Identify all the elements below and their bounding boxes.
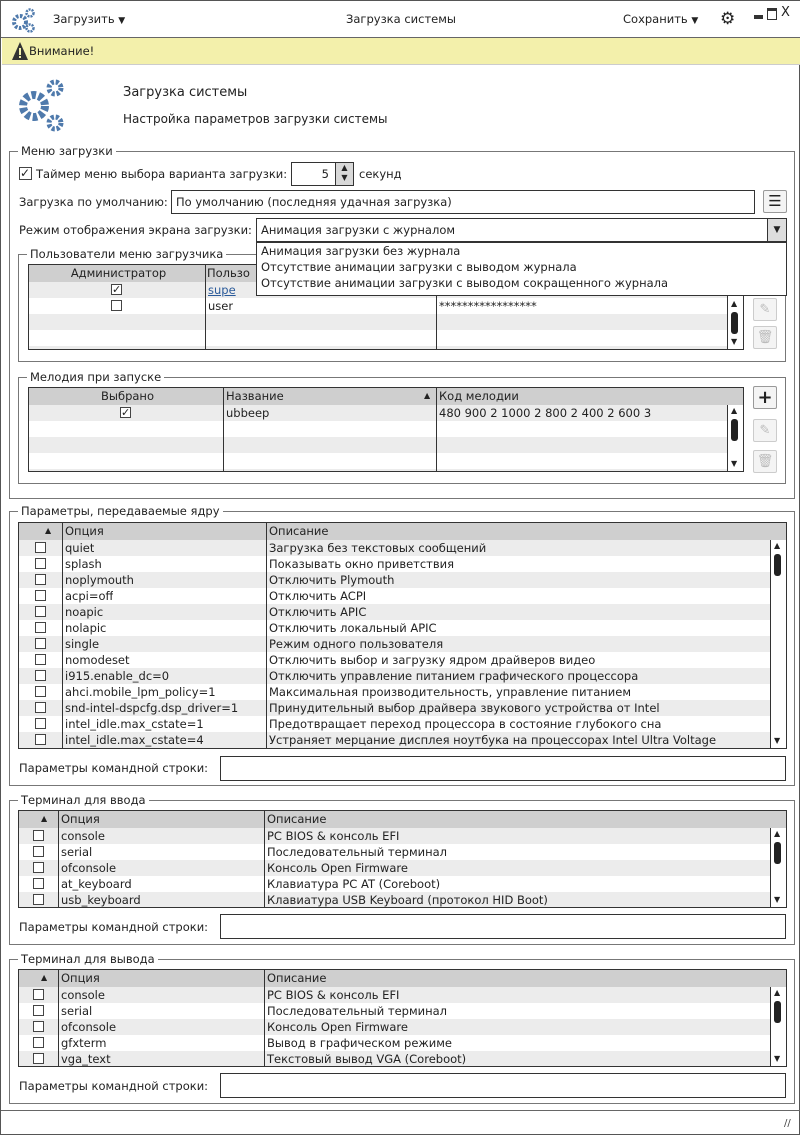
- table-row[interactable]: [19, 652, 770, 668]
- save-menu[interactable]: [623, 12, 698, 26]
- description-cell: Текстовый вывод VGA (Coreboot): [267, 1052, 467, 1066]
- scrollbar-thumb[interactable]: [774, 1001, 781, 1023]
- option-cell: ofconsole: [61, 1020, 117, 1034]
- footer-divider: [1, 1110, 800, 1111]
- checkbox[interactable]: [120, 407, 131, 418]
- sort-asc-icon[interactable]: ▲: [41, 814, 48, 823]
- option-cell: single: [65, 637, 100, 651]
- timer-spinbox[interactable]: 5: [291, 162, 354, 186]
- page-title: Загрузка системы: [123, 85, 248, 100]
- checkbox[interactable]: [33, 878, 44, 889]
- table-row[interactable]: [29, 298, 727, 314]
- option-cell: quiet: [65, 541, 95, 555]
- kernel-params-table: [18, 522, 787, 749]
- checkbox[interactable]: [33, 1037, 44, 1048]
- table-row[interactable]: [19, 620, 770, 636]
- scroll-up-icon[interactable]: ▲: [731, 406, 738, 415]
- group-legend: Терминал для вывода: [18, 952, 158, 966]
- checkbox[interactable]: [111, 300, 122, 311]
- description-cell: Показывать окно приветствия: [269, 557, 455, 571]
- option-cell: ahci.mobile_lpm_policy=1: [65, 685, 216, 699]
- option-cell: splash: [65, 557, 102, 571]
- edit-icon[interactable]: ✎: [753, 298, 777, 321]
- table-row[interactable]: [29, 314, 727, 330]
- scrollbar-thumb[interactable]: [731, 312, 738, 334]
- scroll-down-icon[interactable]: ▼: [774, 895, 781, 904]
- sort-asc-icon[interactable]: ▲: [41, 973, 48, 982]
- column-header-description[interactable]: Описание: [267, 971, 327, 985]
- option-cell: vga_text: [61, 1052, 111, 1066]
- table-row[interactable]: [19, 572, 770, 588]
- option-cell: nolapic: [65, 621, 107, 635]
- option-cell: noapic: [65, 605, 104, 619]
- option-cell: i915.enable_dc=0: [65, 669, 170, 683]
- terminal-input-table: [18, 810, 787, 908]
- table-row[interactable]: [19, 1019, 770, 1035]
- warning-text: Внимание!: [29, 44, 95, 58]
- column-header-option[interactable]: Опция: [65, 524, 104, 538]
- description-cell: Отключить ACPI: [269, 589, 367, 603]
- checkbox[interactable]: [33, 1021, 44, 1032]
- description-cell: Максимальная производительность, управление питанием: [269, 685, 632, 699]
- table-row[interactable]: [19, 732, 770, 748]
- scrollbar[interactable]: [770, 828, 785, 907]
- scrollbar[interactable]: [727, 405, 742, 471]
- checkbox[interactable]: [35, 574, 46, 585]
- column-divider: [436, 388, 437, 471]
- table-row[interactable]: [19, 1051, 770, 1067]
- scrollbar[interactable]: [770, 540, 785, 748]
- table-row[interactable]: [19, 987, 770, 1003]
- checkbox[interactable]: [35, 718, 46, 729]
- checkbox[interactable]: [35, 622, 46, 633]
- default-boot-label: Загрузка по умолчанию:: [19, 195, 168, 209]
- description-cell: PC BIOS & консоль EFI: [267, 829, 400, 843]
- gears-icon: [10, 7, 36, 33]
- checkbox[interactable]: [35, 606, 46, 617]
- checkbox[interactable]: [33, 830, 44, 841]
- group-legend: Меню загрузки: [18, 144, 116, 158]
- column-divider: [266, 523, 267, 748]
- table-row[interactable]: [19, 588, 770, 604]
- option-cell: acpi=off: [65, 589, 114, 603]
- kernel-cmdline-input[interactable]: [220, 756, 786, 781]
- table-row[interactable]: [29, 346, 727, 350]
- option-cell: console: [61, 829, 105, 843]
- password-cell: *****************: [439, 299, 537, 313]
- timer-label: Таймер меню выбора варианта загрузки:: [36, 167, 288, 181]
- checkbox[interactable]: [35, 558, 46, 569]
- terminal-output-cmdline-input[interactable]: [220, 1073, 786, 1098]
- description-cell: Консоль Open Firmware: [267, 861, 408, 875]
- group-legend: Мелодия при запуске: [27, 370, 164, 384]
- add-icon[interactable]: +: [753, 386, 777, 409]
- sort-asc-icon[interactable]: ▲: [45, 526, 52, 535]
- column-header-description[interactable]: Описание: [267, 812, 327, 826]
- option-cell: intel_idle.max_cstate=1: [65, 717, 204, 731]
- column-divider: [223, 388, 224, 471]
- scrollbar[interactable]: [770, 987, 785, 1066]
- scroll-up-icon[interactable]: ▲: [774, 988, 781, 997]
- table-row[interactable]: [19, 700, 770, 716]
- checkbox[interactable]: [35, 702, 46, 713]
- description-cell: Отключить локальный APIC: [269, 621, 437, 635]
- edit-icon[interactable]: ✎: [753, 419, 777, 442]
- description-cell: Устраняет мерцание дисплея ноутбука на процессорах Intel Ultra Voltage: [269, 733, 717, 747]
- checkbox[interactable]: [35, 670, 46, 681]
- option-cell: serial: [61, 1004, 93, 1018]
- column-divider: [205, 265, 206, 349]
- table-row[interactable]: [29, 405, 727, 421]
- gears-icon: [17, 75, 65, 133]
- column-divider: [264, 970, 265, 1066]
- scroll-up-icon[interactable]: ▲: [774, 541, 781, 550]
- table-row[interactable]: [19, 684, 770, 700]
- cmdline-label: Параметры командной строки:: [19, 761, 209, 775]
- caret-down-icon: ▼: [118, 16, 126, 26]
- mode-select[interactable]: Анимация загрузки с журналом: [256, 218, 787, 242]
- username-cell: user: [208, 299, 234, 313]
- table-row[interactable]: [19, 828, 770, 844]
- timer-unit: секунд: [359, 167, 402, 181]
- scroll-down-icon[interactable]: ▼: [731, 459, 738, 468]
- melody-code-cell: 480 900 2 1000 2 800 2 400 2 600 3: [439, 406, 652, 420]
- description-cell: Режим одного пользователя: [269, 637, 444, 651]
- table-header: [19, 970, 786, 987]
- table-row[interactable]: [19, 716, 770, 732]
- menu-icon[interactable]: ☰: [763, 190, 787, 213]
- description-cell: Отключить управление питанием графического процессора: [269, 669, 639, 683]
- dropdown-option[interactable]: Отсутствие анимации загрузки с выводом сокращенного журнала: [261, 276, 669, 290]
- load-menu[interactable]: [53, 12, 125, 26]
- check-icon: ✓: [112, 283, 122, 296]
- option-cell: noplymouth: [65, 573, 134, 587]
- column-header-user[interactable]: Пользо: [207, 266, 250, 280]
- table-row[interactable]: [19, 604, 770, 620]
- scrollbar-thumb[interactable]: [774, 554, 781, 576]
- scrollbar-thumb[interactable]: [731, 419, 738, 441]
- checkbox[interactable]: [35, 734, 46, 745]
- page-subtitle: Настройка параметров загрузки системы: [123, 112, 388, 126]
- default-boot-field[interactable]: По умолчанию (последняя удачная загрузка): [171, 190, 755, 214]
- description-cell: Предотвращает переход процессора в состояние глубокого сна: [269, 717, 662, 731]
- check-icon: ✓: [121, 406, 131, 419]
- table-row[interactable]: [19, 892, 770, 908]
- table-row[interactable]: [19, 1003, 770, 1019]
- checkbox[interactable]: [33, 1005, 44, 1016]
- description-cell: Последовательный терминал: [267, 1004, 448, 1018]
- checkbox[interactable]: [111, 284, 122, 295]
- title-bar: [1, 1, 800, 38]
- description-cell: Отключить APIC: [269, 605, 367, 619]
- description-cell: Загрузка без текстовых сообщений: [269, 541, 487, 555]
- table-row[interactable]: [29, 469, 727, 472]
- group-legend: Пользователи меню загрузчика: [27, 247, 226, 261]
- warning-bar: [2, 38, 800, 65]
- melody-name-cell: ubbeep: [226, 406, 270, 420]
- checkbox[interactable]: [33, 862, 44, 873]
- table-row[interactable]: [19, 540, 770, 556]
- description-cell: PC BIOS & консоль EFI: [267, 988, 400, 1002]
- melody-table: [28, 387, 744, 472]
- table-row[interactable]: [19, 556, 770, 572]
- option-cell: at_keyboard: [61, 877, 132, 891]
- caret-down-icon: ▼: [691, 16, 699, 26]
- username-cell[interactable]: supe: [208, 283, 236, 297]
- table-row[interactable]: [19, 668, 770, 684]
- scroll-down-icon[interactable]: ▼: [731, 337, 738, 346]
- option-cell: gfxterm: [61, 1036, 107, 1050]
- trash-icon[interactable]: 🗑: [753, 450, 777, 473]
- scroll-down-icon[interactable]: ▼: [774, 1054, 781, 1063]
- column-divider: [58, 811, 59, 907]
- scroll-up-icon[interactable]: ▲: [731, 299, 738, 308]
- scrollbar-thumb[interactable]: [774, 842, 781, 864]
- description-cell: Клавиатура USB Keyboard (протокол HID Boot): [267, 893, 548, 907]
- option-cell: usb_keyboard: [61, 893, 141, 907]
- terminal-output-table: [18, 969, 787, 1067]
- window-title: Загрузка системы: [346, 12, 456, 26]
- close-icon[interactable]: X: [781, 5, 790, 20]
- dropdown-option[interactable]: Анимация загрузки без журнала: [261, 244, 461, 258]
- mode-dropdown-list: [256, 242, 787, 296]
- table-row[interactable]: [29, 421, 727, 437]
- scroll-down-icon[interactable]: ▼: [774, 736, 781, 745]
- option-cell: nomodeset: [65, 653, 130, 667]
- table-row[interactable]: [19, 860, 770, 876]
- checkbox[interactable]: [33, 1053, 44, 1064]
- checkbox[interactable]: [33, 989, 44, 1000]
- page-header: [1, 65, 800, 141]
- table-row[interactable]: [29, 453, 727, 469]
- checkbox[interactable]: [35, 542, 46, 553]
- option-cell: serial: [61, 845, 93, 859]
- description-cell: Отключить выбор и загрузку ядром драйверов видео: [269, 653, 596, 667]
- sort-asc-icon[interactable]: ▲: [424, 391, 431, 400]
- checkbox[interactable]: [35, 686, 46, 697]
- gear-icon[interactable]: ⚙: [720, 9, 736, 29]
- option-cell: console: [61, 988, 105, 1002]
- minimize-icon[interactable]: [754, 15, 763, 19]
- checkbox[interactable]: [33, 846, 44, 857]
- description-cell: Отключить Plymouth: [269, 573, 395, 587]
- column-header-description[interactable]: Описание: [269, 524, 329, 538]
- description-cell: Вывод в графическом режиме: [267, 1036, 452, 1050]
- table-row[interactable]: [29, 330, 727, 346]
- table-header: [19, 523, 786, 540]
- table-row[interactable]: [29, 437, 727, 453]
- mode-label: Режим отображения экрана загрузки:: [19, 223, 252, 237]
- column-divider: [264, 811, 265, 907]
- group-legend: Параметры, передаваемые ядру: [18, 504, 223, 518]
- cmdline-label: Параметры командной строки:: [19, 1079, 209, 1093]
- column-header-code[interactable]: Код мелодии: [439, 389, 519, 403]
- table-row[interactable]: [19, 636, 770, 652]
- checkbox[interactable]: [33, 894, 44, 905]
- column-divider: [58, 970, 59, 1066]
- description-cell: Последовательный терминал: [267, 845, 448, 859]
- description-cell: Принудительный выбор драйвера звукового устройства от Intel: [269, 701, 660, 715]
- table-row[interactable]: [19, 876, 770, 892]
- dropdown-option[interactable]: Отсутствие анимации загрузки с выводом журнала: [261, 260, 577, 274]
- load-menu-label: Загрузить: [53, 12, 115, 26]
- description-cell: Консоль Open Firmware: [267, 1020, 408, 1034]
- description-cell: Клавиатура PC AT (Coreboot): [267, 877, 441, 891]
- warning-icon: [11, 41, 29, 61]
- scroll-up-icon[interactable]: ▲: [774, 829, 781, 838]
- cmdline-label: Параметры командной строки:: [19, 920, 209, 934]
- column-header-option[interactable]: Опция: [61, 812, 100, 826]
- chevron-down-icon[interactable]: ▼: [767, 219, 786, 241]
- option-cell: ofconsole: [61, 861, 117, 875]
- checkbox[interactable]: [35, 590, 46, 601]
- checkbox[interactable]: [35, 638, 46, 649]
- resize-grip-icon[interactable]: //: [784, 1118, 791, 1129]
- save-menu-label: Сохранить: [623, 12, 688, 26]
- table-header: [19, 811, 786, 828]
- table-row[interactable]: [19, 844, 770, 860]
- spinner-arrows-icon[interactable]: ▲ ▼: [335, 163, 353, 185]
- option-cell: snd-intel-dspcfg.dsp_driver=1: [65, 701, 239, 715]
- group-legend: Терминал для ввода: [18, 793, 149, 807]
- maximize-icon[interactable]: [767, 8, 777, 20]
- column-header-option[interactable]: Опция: [61, 971, 100, 985]
- terminal-input-cmdline-input[interactable]: [220, 914, 786, 939]
- column-header-selected[interactable]: Выбрано: [101, 389, 154, 403]
- column-header-admin[interactable]: Администратор: [70, 266, 167, 280]
- checkbox[interactable]: [35, 654, 46, 665]
- column-divider: [62, 523, 63, 748]
- check-icon: ✓: [20, 166, 31, 180]
- timer-checkbox[interactable]: [19, 167, 32, 180]
- option-cell: intel_idle.max_cstate=4: [65, 733, 204, 747]
- trash-icon[interactable]: 🗑: [753, 326, 777, 349]
- column-header-name[interactable]: Название: [226, 389, 284, 403]
- table-row[interactable]: [19, 1035, 770, 1051]
